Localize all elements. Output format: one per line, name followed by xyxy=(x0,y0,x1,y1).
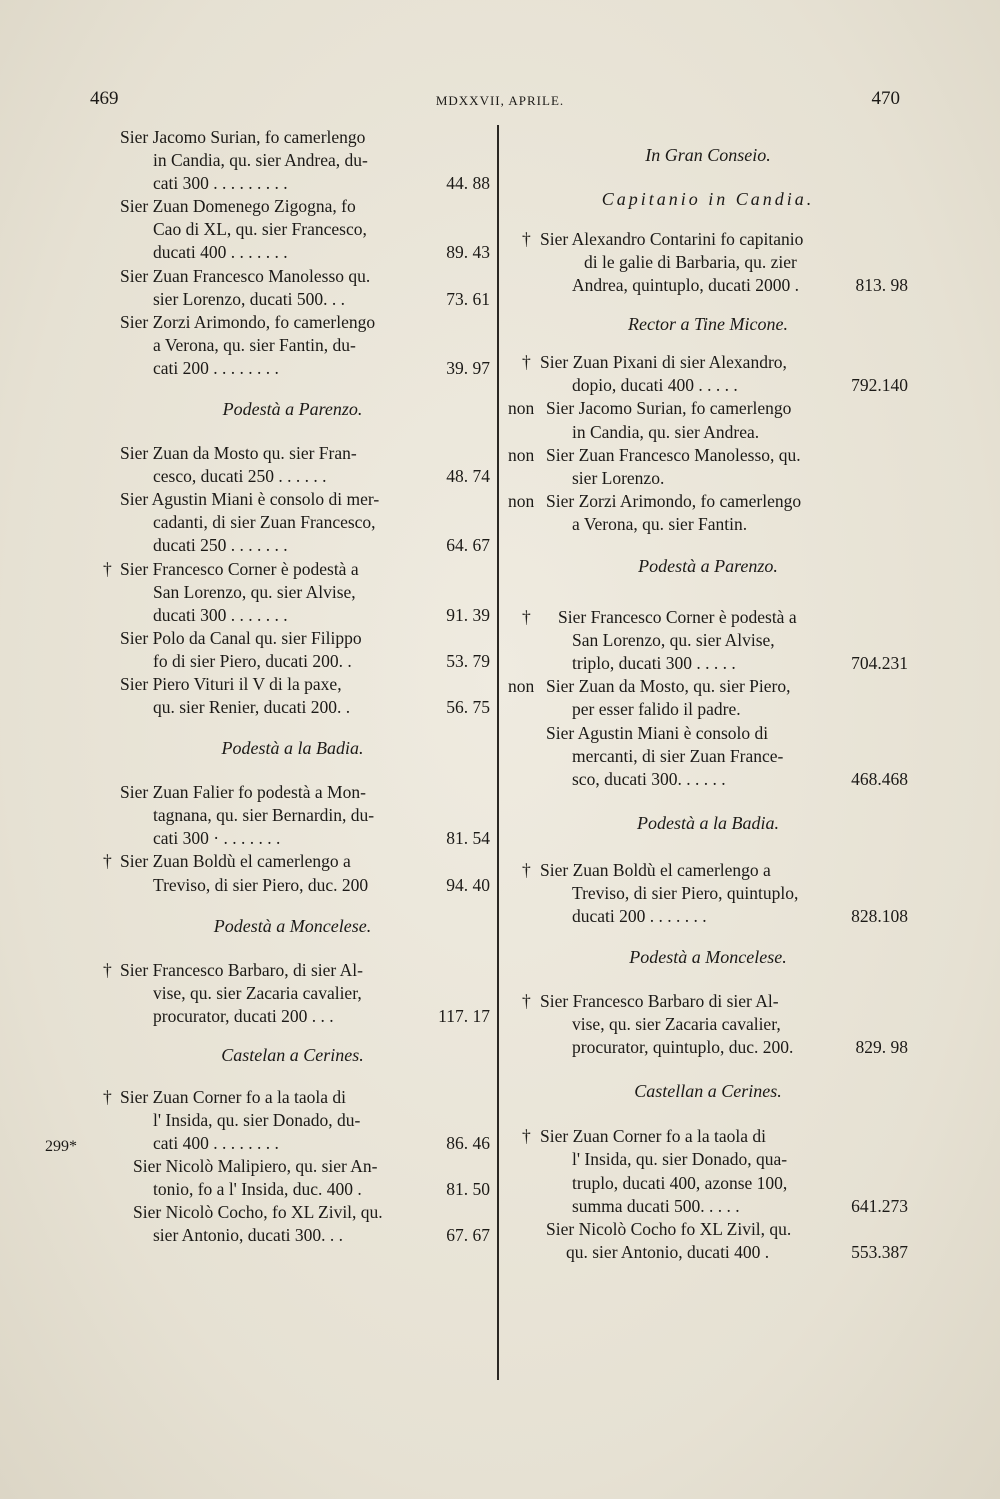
dagger-mark: † xyxy=(522,859,531,880)
section-heading: Podestà a Parenzo. xyxy=(222,399,363,420)
amount: 117. 17 xyxy=(438,1005,490,1026)
amount: 86. 46 xyxy=(446,1133,490,1154)
amount: 67. 67 xyxy=(446,1225,490,1246)
dagger-mark: † xyxy=(103,959,112,980)
entry-line: vise, qu. sier Zacaria cavalier, xyxy=(572,1014,781,1035)
entry-line: † Sier Francesco Corner è podestà a xyxy=(508,606,908,629)
entry-line: non Sier Zuan Francesco Manolesso, qu. xyxy=(508,444,908,467)
entry-line: † Sier Francesco Barbaro di sier Al- xyxy=(508,990,908,1013)
dagger-mark: † xyxy=(103,558,112,579)
amount: 94. 40 xyxy=(446,874,490,895)
entry-line: Sier Nicolò Cocho, fo XL Zivil, qu. xyxy=(133,1202,383,1223)
entry-line: non Sier Jacomo Surian, fo camerlengo xyxy=(508,397,908,420)
entry-line: † Sier Francesco Barbaro, di sier Al- xyxy=(95,959,490,982)
entry-line: tagnana, qu. sier Bernardin, du- xyxy=(153,805,375,826)
amount: 39. 97 xyxy=(446,357,490,378)
section-heading: Podestà a la Badia. xyxy=(221,738,364,759)
amount: 468.468 xyxy=(851,768,908,789)
entry-line: † Sier Zuan Boldù el camerlengo a xyxy=(95,850,490,873)
dagger-mark: † xyxy=(522,229,531,249)
section-heading: Castelan a Cerines. xyxy=(221,1044,364,1065)
entry-line: cati 300 . . . . . . . . . 44. 88 xyxy=(95,172,490,195)
amount: 813. 98 xyxy=(855,275,908,296)
dagger-mark: † xyxy=(522,607,531,628)
amount: 828.108 xyxy=(851,905,908,926)
entry-line: a Verona, qu. sier Fantin. xyxy=(572,513,748,534)
entry-line: cati 200 . . . . . . . . 39. 97 xyxy=(95,357,490,380)
non-mark: non xyxy=(508,398,535,419)
amount: 792.140 xyxy=(851,375,908,396)
section-heading: Podestà a la Badia. xyxy=(637,812,779,833)
entry-line: non Sier Zuan da Mosto, qu. sier Piero, xyxy=(508,675,908,698)
entry-line: Sier Nicolò Malipiero, qu. sier An- xyxy=(133,1156,378,1177)
amount: 89. 43 xyxy=(446,242,490,263)
amount: 641.273 xyxy=(851,1195,908,1216)
dagger-mark: † xyxy=(103,1086,112,1107)
amount: 829. 98 xyxy=(855,1037,908,1058)
entry-line: procurator, ducati 200 . . . 117. 17 xyxy=(95,1005,490,1028)
section-heading: Capitanio in Candia. xyxy=(601,189,815,209)
dagger-mark: † xyxy=(522,1126,531,1147)
section-heading: Podestà a Parenzo. xyxy=(638,556,778,577)
entry-line: Sier Piero Vituri il V di la paxe, xyxy=(120,673,342,694)
entry-line: Treviso, di sier Piero, duc. 200 94. 40 xyxy=(95,874,490,897)
entry-line: Sier Zuan Falier fo podestà a Mon- xyxy=(120,782,366,803)
entry-line: cati 300 · . . . . . . . 81. 54 xyxy=(95,827,490,850)
entry-line: Sier Zuan da Mosto qu. sier Fran- xyxy=(120,443,357,464)
amount: 704.231 xyxy=(851,653,908,674)
margin-note: 299* xyxy=(45,1138,77,1155)
section-heading: Podestà a Moncelese. xyxy=(213,915,372,936)
entry-line: tonio, fo a l' Insida, duc. 400 . 81. 50 xyxy=(95,1178,490,1201)
entry-line: San Lorenzo, qu. sier Alvise, xyxy=(572,630,775,651)
entry-line: a Verona, qu. sier Fantin, du- xyxy=(153,334,356,355)
left-page-number: 469 xyxy=(90,88,119,109)
section-heading: Rector a Tine Micone. xyxy=(628,314,788,335)
entry-line: Sier Nicolò Cocho fo XL Zivil, qu. xyxy=(546,1218,792,1239)
section-heading: Podestà a Moncelese. xyxy=(629,947,787,968)
entry-line: Cao di XL, qu. sier Francesco, xyxy=(153,219,367,240)
column-divider xyxy=(497,125,499,1380)
entry-line: mercanti, di sier Zuan France- xyxy=(572,745,784,766)
right-page-number: 470 xyxy=(871,88,900,109)
entry-line: ducati 300 . . . . . . . 91. 39 xyxy=(95,604,490,627)
entry-line: Sier Jacomo Surian, fo camerlengo xyxy=(120,127,366,147)
amount: 53. 79 xyxy=(446,650,490,671)
dagger-mark: † xyxy=(522,991,531,1012)
entry-line: † Sier Zuan Boldù el camerlengo a xyxy=(508,859,908,882)
entry-line: sier Lorenzo. xyxy=(572,467,665,488)
entry-line: qu. sier Renier, ducati 200. . 56. 75 xyxy=(95,696,490,719)
entry-line: Andrea, quintuplo, ducati 2000 . 813. 98 xyxy=(508,274,908,297)
entry-line: San Lorenzo, qu. sier Alvise, xyxy=(153,581,356,602)
amount: 91. 39 xyxy=(446,604,490,625)
amount: 553.387 xyxy=(851,1241,908,1262)
amount: 64. 67 xyxy=(446,535,490,556)
running-title: MDXXVII, APRILE. xyxy=(435,93,565,108)
entry-line: Treviso, di sier Piero, quintuplo, xyxy=(572,882,799,903)
entry-line: vise, qu. sier Zacaria cavalier, xyxy=(153,982,362,1003)
amount: 81. 54 xyxy=(446,828,490,849)
amount: 73. 61 xyxy=(446,288,490,309)
dagger-mark: † xyxy=(103,851,112,872)
entry-line: Sier Agustin Miani è consolo di xyxy=(546,722,769,743)
entry-line: l' Insida, qu. sier Donado, qua- xyxy=(572,1149,788,1170)
entry-line: † Sier Zuan Pixani di sier Alexandro, xyxy=(508,351,908,374)
amount: 81. 50 xyxy=(446,1179,490,1200)
section-heading: Castellan a Cerines. xyxy=(634,1081,782,1102)
entry-line: in Candia, qu. sier Andrea, du- xyxy=(153,150,368,171)
dagger-mark: † xyxy=(522,352,531,373)
entry-line: sier Antonio, ducati 300. . . 67. 67 xyxy=(95,1224,490,1247)
entry-line: cadanti, di sier Zuan Francesco, xyxy=(153,512,376,533)
non-mark: non xyxy=(508,490,535,511)
entry-line: † Sier Alexandro Contarini fo capitanio xyxy=(508,228,908,251)
entry-line: † Sier Francesco Corner è podestà a xyxy=(95,558,490,581)
entry-line: truplo, ducati 400, azonse 100, xyxy=(572,1172,788,1193)
section-heading: In Gran Conseio. xyxy=(645,145,771,165)
amount: 56. 75 xyxy=(446,697,490,718)
entry-line: Sier Zuan Domenego Zigogna, fo xyxy=(120,196,356,217)
entry-line: di le galie di Barbaria, qu. zier xyxy=(584,252,797,273)
entry-line: Sier Zuan Francesco Manolesso qu. xyxy=(120,265,371,286)
entry-line: triplo, ducati 300 . . . . . 704.231 xyxy=(508,652,908,675)
entry-line: sco, ducati 300. . . . . . 468.468 xyxy=(508,768,908,791)
entry-line: † Sier Zuan Corner fo a la taola di xyxy=(95,1086,490,1109)
entry-line: ducati 250 . . . . . . . 64. 67 xyxy=(95,534,490,557)
entry-line: l' Insida, qu. sier Donado, du- xyxy=(153,1110,361,1130)
entry-line: † Sier Zuan Corner fo a la taola di xyxy=(508,1125,908,1148)
entry-line: ducati 400 . . . . . . . 89. 43 xyxy=(95,241,490,264)
entry-line: per esser falido il padre. xyxy=(572,699,741,720)
entry-line: dopio, ducati 400 . . . . . 792.140 xyxy=(508,374,908,397)
entry-line: Sier Zorzi Arimondo, fo camerlengo xyxy=(120,311,376,332)
entry-line: summa ducati 500. . . . . 641.273 xyxy=(508,1195,908,1218)
non-mark: non xyxy=(508,444,535,465)
entry-line: qu. sier Antonio, ducati 400 . 553.387 xyxy=(508,1241,908,1264)
left-column xyxy=(95,126,490,1248)
entry-line: fo di sier Piero, ducati 200. . 53. 79 xyxy=(95,650,490,673)
amount: 44. 88 xyxy=(446,173,490,194)
entry-line: Sier Agustin Miani è consolo di mer- xyxy=(120,489,380,510)
entry-line: non Sier Zorzi Arimondo, fo camerlengo xyxy=(508,490,908,513)
entry-line: sier Lorenzo, ducati 500. . . 73. 61 xyxy=(95,288,490,311)
entry-line: in Candia, qu. sier Andrea. xyxy=(572,421,760,442)
entry-line: ducati 200 . . . . . . . 828.108 xyxy=(508,905,908,928)
non-mark: non xyxy=(508,676,535,697)
entry-line: procurator, quintuplo, duc. 200. 829. 98 xyxy=(508,1036,908,1059)
right-column xyxy=(508,140,908,1264)
entry-line: cesco, ducati 250 . . . . . . 48. 74 xyxy=(95,465,490,488)
amount: 48. 74 xyxy=(446,466,490,487)
entry-line: cati 400 . . . . . . . . 86. 46 xyxy=(95,1132,490,1155)
entry-line: Sier Polo da Canal qu. sier Filippo xyxy=(120,627,362,648)
